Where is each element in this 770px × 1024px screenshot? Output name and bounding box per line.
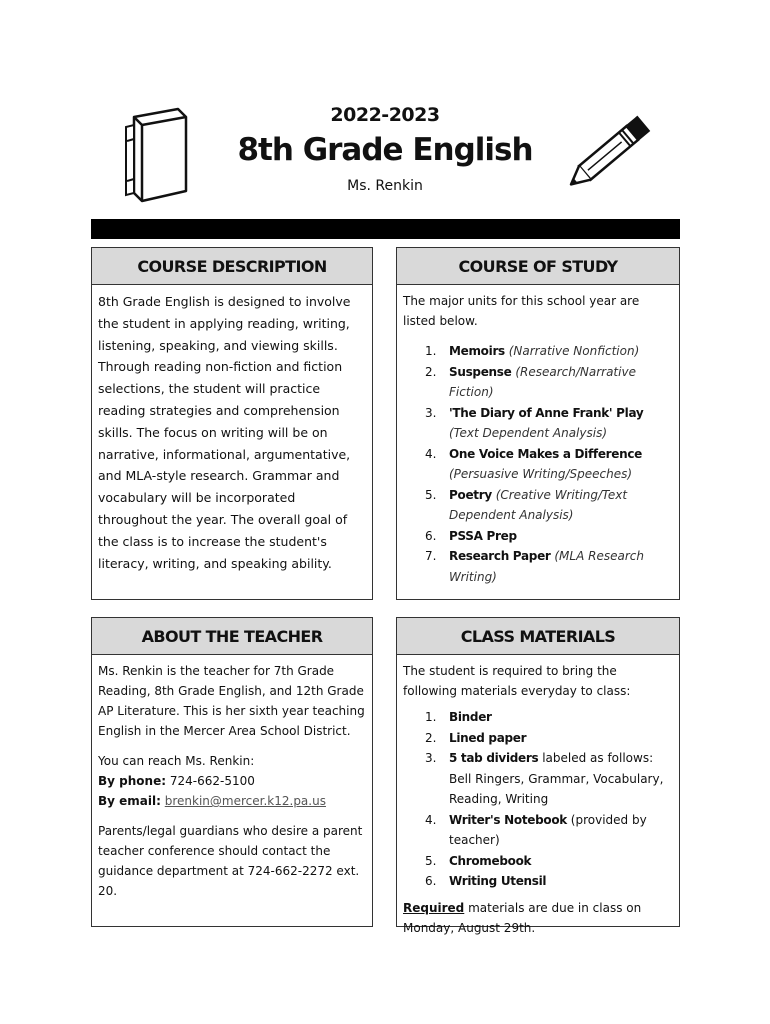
list-item: 6. Writing Utensil xyxy=(425,874,547,888)
list-item: 1. Memoirs (Narrative Nonfiction) xyxy=(425,344,640,358)
course-of-study-intro: The major units for this school year are listed below. xyxy=(403,294,640,328)
teacher-bio: Ms. Renkin is the teacher for 7th Grade Reading, 8th Grade English, and 12th Grade AP Literature. This is her sixth year teaching English in the Mercer Area School District. xyxy=(98,664,365,738)
phone-line: By phone: 724-662-5100 xyxy=(98,774,255,788)
contact-intro: You can reach Ms. Renkin: xyxy=(98,754,255,768)
email-line: By email: brenkin@mercer.k12.pa.us xyxy=(98,794,326,808)
pencil-icon xyxy=(560,105,660,200)
school-year: 2022-2023 xyxy=(330,104,440,126)
course-description-heading: COURSE DESCRIPTION xyxy=(92,248,372,285)
list-item: 6. PSSA Prep xyxy=(425,528,517,543)
header xyxy=(0,0,770,210)
course-description-text: 8th Grade English is designed to involve the student in applying reading, writing, listening, speaking, and viewing skills. Through reading non-fiction and fiction selections, the student will practice reading strategies and comprehension skills. The focus on writing will be on narrative, informational, argumentative, and MLA-style research. Grammar and vocabulary will be incorporated throughout the year. The overall goal of the class is to increase the student's literacy, writing, and speaking ability. xyxy=(98,294,351,571)
teacher-name: Ms. Renkin xyxy=(347,178,423,194)
conference-note: Parents/legal guardians who desire a parent teacher conference should contact the guidance department at 724-662-2272 ext. 20. xyxy=(98,824,363,898)
required-note: Required materials are due in class on Monday, August 29th. xyxy=(403,900,642,935)
list-item: 5. Chromebook xyxy=(425,853,532,868)
course-of-study-heading: COURSE OF STUDY xyxy=(397,248,679,285)
list-item: 5. Poetry (Creative Writing/Text Dependent Analysis) xyxy=(425,487,628,522)
course-description-panel xyxy=(91,247,373,600)
list-item: 7. Research Paper (MLA Research Writing) xyxy=(425,549,644,584)
course-of-study-panel xyxy=(396,247,680,600)
page-title: 8th Grade English xyxy=(237,132,533,168)
class-materials-heading: CLASS MATERIALS xyxy=(397,618,679,655)
list-item: 4. One Voice Makes a Difference (Persuasive Writing/Speeches) xyxy=(425,446,643,481)
materials-intro: The student is required to bring the following materials everyday to class: xyxy=(403,664,631,698)
materials-list xyxy=(403,707,673,892)
email-link[interactable]: brenkin@mercer.k12.pa.us xyxy=(164,794,326,808)
list-item: 1. Binder xyxy=(425,710,492,724)
divider-bar xyxy=(91,219,680,239)
class-materials-panel xyxy=(396,617,680,935)
list-item: 3. 5 tab dividers labeled as follows: Bell Ringers, Grammar, Vocabulary, Reading, Writing xyxy=(425,751,664,806)
about-teacher-heading: ABOUT THE TEACHER xyxy=(92,618,372,655)
list-item: 3. 'The Diary of Anne Frank' Play (Text Dependent Analysis) xyxy=(425,405,644,440)
units-list xyxy=(403,341,673,587)
list-item: 2. Lined paper xyxy=(425,730,527,745)
list-item: 2. Suspense (Research/Narrative Fiction) xyxy=(425,364,636,399)
list-item: 4. Writer's Notebook (provided by teacher) xyxy=(425,812,647,847)
phone-number: 724-662-5100 xyxy=(169,774,255,788)
about-teacher-panel xyxy=(91,617,373,927)
